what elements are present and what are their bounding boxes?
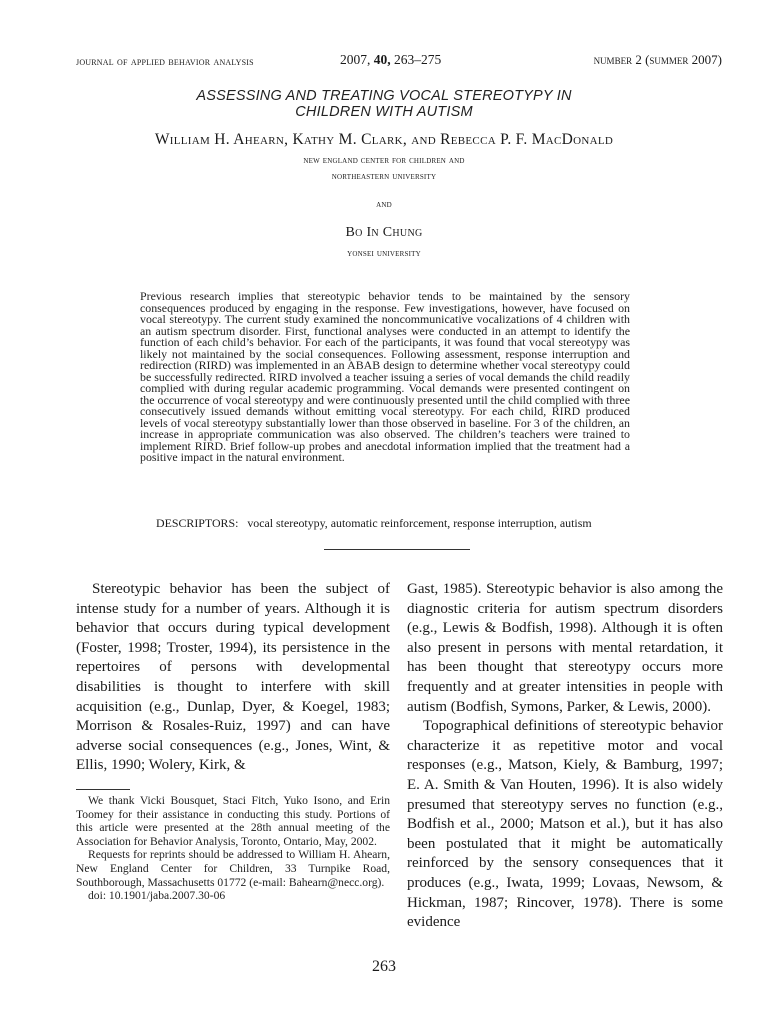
- section-divider: [324, 549, 470, 550]
- descriptors-label: DESCRIPTORS:: [156, 516, 239, 530]
- abstract: [140, 291, 630, 464]
- body-column-left: [76, 580, 390, 776]
- issue-info: number 2 (summer 2007): [593, 52, 722, 67]
- citation-volume: 40,: [373, 52, 391, 67]
- and-separator: and: [376, 199, 392, 210]
- body-paragraph: Topographical definitions of stereotypic behavior characterize it as repetitive motor and vocal responses (e.g., Matson, Kiely, & Bamburg, 1997; E. A. Smith & Van Houten, 1996). It is also widely presumed that stereotypy serves no function (e.g., Bodfish et al., 2000; Matson et al.), but it has also been postulated that it might be automatically reinforced by the sensory consequences that it produces (e.g., Iwata, 1999; Lovaas, Newsom, & Hickman, 1987; Rincover, 1978). There is some evidence: [407, 718, 723, 931]
- affiliation-line-3: yonsei university: [347, 248, 421, 259]
- footnote-reprints: Requests for reprints should be addressed to William H. Ahearn, New England Center for Children, 33 Turnpike Road, Southborough, Massachusetts 01772 (e-mail: Bahearn@necc.org).: [76, 848, 390, 889]
- affiliation-line-1: new england center for children and: [303, 155, 465, 166]
- affiliation-line-2: northeastern university: [331, 171, 437, 182]
- footnote-doi: doi: 10.1901/jaba.2007.30-06: [88, 889, 226, 903]
- footnotes: [76, 794, 390, 903]
- page-number: 263: [372, 958, 396, 975]
- footnote-acknowledgment: We thank Vicki Bousquet, Staci Fitch, Yuko Isono, and Erin Toomey for their assistance in conducting this study. Portions of this article were presented at the 28th annual meeting of the Association for Behavior Analysis, Toronto, Ontario, May, 2002.: [76, 794, 390, 848]
- citation-pages: 263–275: [394, 52, 442, 67]
- article-title: [0, 88, 768, 120]
- second-author: Bo In Chung: [345, 225, 423, 240]
- body-column-right: [407, 580, 723, 933]
- authors: William H. Ahearn, Kathy M. Clark, and Rebecca P. F. MacDonald: [154, 131, 614, 148]
- abstract-text: Previous research implies that stereotypic behavior tends to be maintained by the sensory consequences produced by engaging in the response. Few investigations, however, have focused on vocal stereotypy. The current study examined the noncommunicative vocalizations of 4 children with an autism spectrum disorder. First, functional analyses were conducted in an attempt to identify the function of each child’s behavior. For each of the participants, it was found that vocal stereotypy was likely not maintained by the social consequences. Following assessment, response interruption and redirection (RIRD) was implemented in an ABAB design to determine whether vocal stereotypy could be successfully redirected. RIRD involved a teacher issuing a series of vocal demands the child readily complied with during regular academic programming. Vocal demands were presented contingent on the occurrence of vocal stereotypy and were continuously presented until the child complied with three consecutively issued demands without emitting vocal stereotypy. For each child, RIRD produced levels of vocal stereotypy substantially lower than those observed in baseline. For 3 of the children, an increase in appropriate communication was also observed. The children’s teachers were trained to implement RIRD. Brief follow-up probes and anecdotal information implied that the treatment had a positive impact in the natural environment.: [140, 289, 630, 464]
- running-header: [76, 52, 722, 70]
- body-paragraph: Gast, 1985). Stereotypic behavior is also among the diagnostic criteria for autism spectrum disorders (e.g., Lewis & Bodfish, 1998). Although it is often also present in persons with mental retardation, it has been thought that stereotypy occurs more frequently and at greater intensities in people with autism (Bodfish, Symons, Parker, & Lewis, 2000).: [407, 581, 723, 715]
- title-line-2: CHILDREN WITH AUTISM: [295, 104, 473, 120]
- citation-year: 2007,: [340, 52, 371, 67]
- citation: [340, 52, 441, 68]
- body-paragraph: Stereotypic behavior has been the subject of intense study for a number of years. Although it is behavior that occurs during typical development (Foster, 1998; Troster, 1994), its persistence in the repertoires of persons with developmental disabilities is thought to interfere with skill acquisition (e.g., Dunlap, Dyer, & Koegel, 1983; Morrison & Rosales-Ruiz, 1997) and can have adverse social consequences (e.g., Jones, Wint, & Ellis, 1990; Wolery, Kirk, &: [76, 581, 390, 774]
- descriptors: [156, 516, 636, 531]
- descriptors-text: vocal stereotypy, automatic reinforcement, response interruption, autism: [247, 516, 592, 530]
- journal-name: journal of applied behavior analysis: [76, 54, 254, 68]
- footnote-divider: [76, 789, 130, 790]
- title-line-1: ASSESSING AND TREATING VOCAL STEREOTYPY IN: [196, 88, 572, 104]
